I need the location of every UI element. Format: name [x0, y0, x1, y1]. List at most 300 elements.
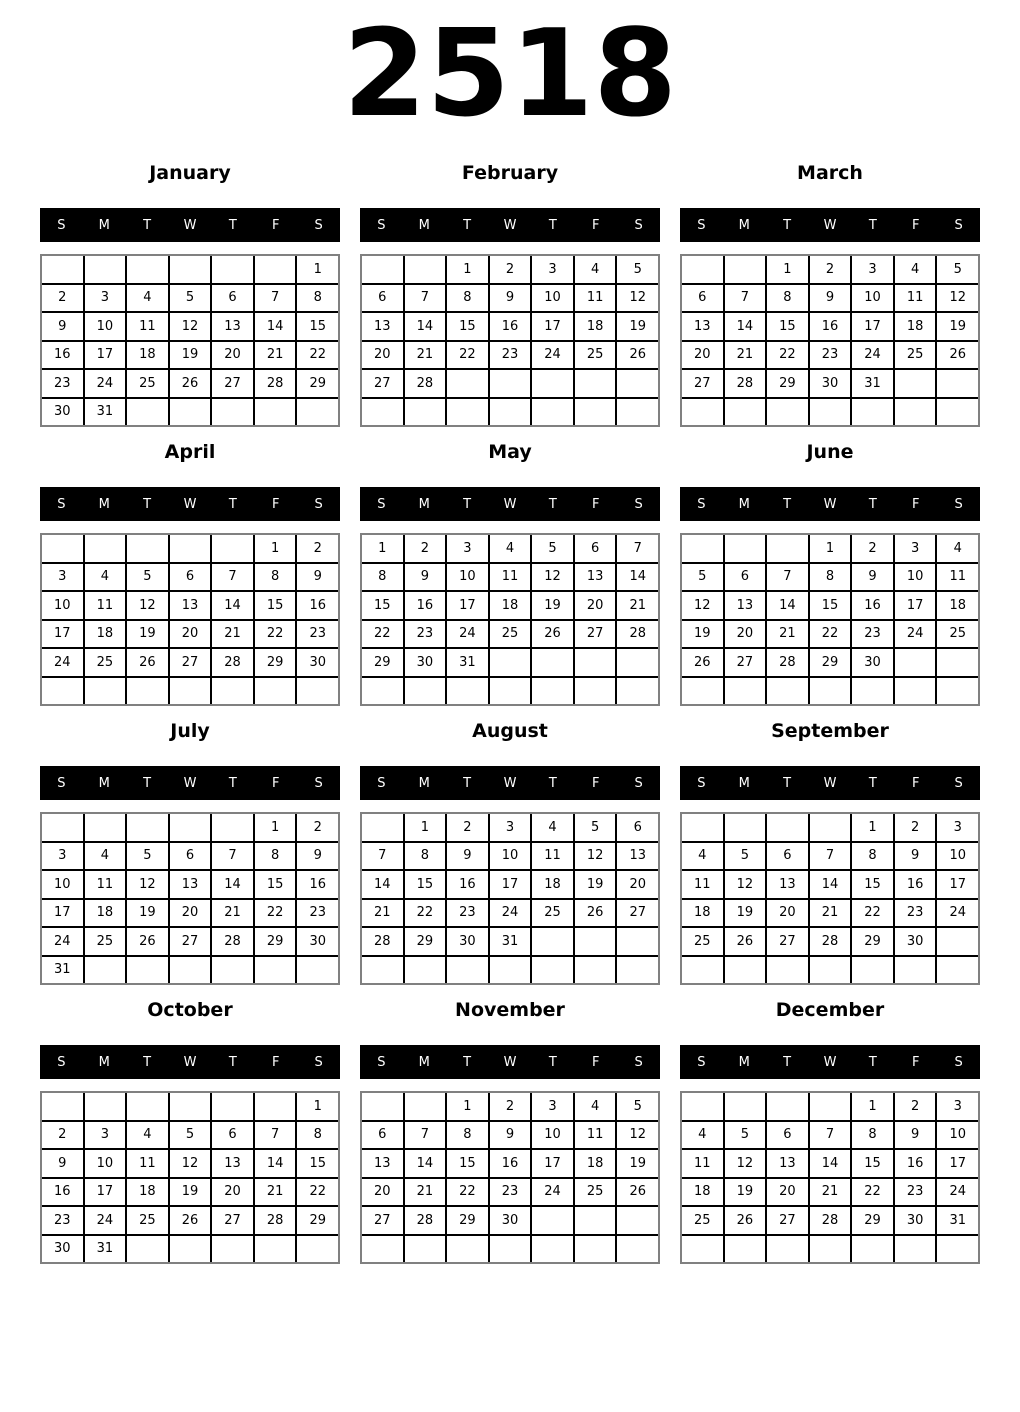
- day-cell: 28: [810, 1207, 851, 1234]
- day-cell: 17: [852, 313, 893, 340]
- month-title: November: [455, 999, 565, 1021]
- day-cell: 5: [575, 814, 616, 841]
- day-cell: 7: [810, 843, 851, 870]
- day-cell-empty: [447, 399, 488, 426]
- month-february: [360, 159, 660, 427]
- day-cell: 17: [937, 871, 978, 898]
- day-cell-empty: [937, 928, 978, 955]
- weekday-header-bar: [40, 766, 340, 800]
- day-cell: 12: [617, 285, 658, 312]
- day-cell: 21: [767, 621, 808, 648]
- day-cell: 7: [405, 285, 446, 312]
- day-cell-empty: [895, 1236, 936, 1263]
- day-cell-empty: [937, 649, 978, 676]
- weekday-header: F: [271, 217, 280, 233]
- day-cell-empty: [170, 678, 211, 705]
- day-cell-empty: [725, 814, 766, 841]
- day-cell: 14: [767, 592, 808, 619]
- weekday-header: S: [954, 217, 963, 233]
- day-cell: 12: [170, 1150, 211, 1177]
- day-grid: [360, 812, 660, 985]
- day-cell-empty: [895, 399, 936, 426]
- day-cell: 18: [682, 1179, 723, 1206]
- day-cell: 18: [937, 592, 978, 619]
- day-cell-empty: [682, 399, 723, 426]
- day-cell: 2: [42, 285, 83, 312]
- day-cell: 11: [532, 843, 573, 870]
- weekday-header: M: [98, 775, 110, 791]
- day-cell: 3: [852, 256, 893, 283]
- day-cell-empty: [682, 814, 723, 841]
- day-cell: 28: [212, 649, 253, 676]
- day-cell: 23: [42, 370, 83, 397]
- day-cell: 24: [42, 649, 83, 676]
- day-cell: 24: [85, 1207, 126, 1234]
- day-cell: 15: [297, 1150, 338, 1177]
- day-cell-empty: [255, 1236, 296, 1263]
- day-cell: 9: [297, 843, 338, 870]
- day-cell: 8: [447, 285, 488, 312]
- day-cell-empty: [212, 399, 253, 426]
- day-cell: 13: [617, 843, 658, 870]
- day-cell: 13: [725, 592, 766, 619]
- weekday-header: W: [823, 217, 837, 233]
- day-cell: 1: [255, 535, 296, 562]
- day-cell-empty: [575, 1236, 616, 1263]
- day-cell: 17: [490, 871, 531, 898]
- day-cell-empty: [170, 1093, 211, 1120]
- day-cell: 30: [490, 1207, 531, 1234]
- day-cell-empty: [532, 678, 573, 705]
- day-cell: 19: [127, 900, 168, 927]
- day-cell-empty: [42, 1093, 83, 1120]
- weekday-header: M: [418, 1054, 430, 1070]
- day-cell: 16: [297, 871, 338, 898]
- day-cell: 28: [405, 1207, 446, 1234]
- weekday-header: T: [783, 496, 792, 512]
- day-cell-empty: [362, 1093, 403, 1120]
- weekday-header: W: [503, 217, 517, 233]
- day-cell: 9: [405, 564, 446, 591]
- day-cell: 22: [297, 1179, 338, 1206]
- day-cell: 1: [255, 814, 296, 841]
- weekday-header: T: [868, 217, 877, 233]
- day-cell-empty: [297, 399, 338, 426]
- day-cell: 29: [767, 370, 808, 397]
- month-december: [680, 996, 980, 1264]
- day-cell: 11: [490, 564, 531, 591]
- day-cell: 15: [852, 1150, 893, 1177]
- day-cell: 4: [127, 285, 168, 312]
- day-cell: 23: [490, 342, 531, 369]
- day-cell: 27: [575, 621, 616, 648]
- day-cell: 14: [212, 871, 253, 898]
- weekday-header: F: [271, 775, 280, 791]
- day-cell: 15: [852, 871, 893, 898]
- weekday-header-bar: [680, 1045, 980, 1079]
- day-cell: 26: [682, 649, 723, 676]
- day-cell: 4: [682, 1122, 723, 1149]
- weekday-header-bar: [680, 766, 980, 800]
- day-cell: 16: [490, 1150, 531, 1177]
- day-grid: [680, 812, 980, 985]
- day-cell: 7: [617, 535, 658, 562]
- day-cell-empty: [895, 678, 936, 705]
- day-cell: 10: [532, 285, 573, 312]
- day-cell-empty: [532, 928, 573, 955]
- weekday-header: S: [634, 775, 643, 791]
- day-cell: 27: [212, 1207, 253, 1234]
- weekday-header: W: [503, 1054, 517, 1070]
- day-cell: 13: [767, 1150, 808, 1177]
- day-cell: 20: [767, 900, 808, 927]
- day-cell-empty: [682, 535, 723, 562]
- day-cell: 6: [362, 285, 403, 312]
- day-cell: 18: [575, 1150, 616, 1177]
- month-august: [360, 717, 660, 985]
- day-cell-empty: [85, 256, 126, 283]
- day-grid: [360, 1091, 660, 1264]
- day-cell-empty: [490, 399, 531, 426]
- day-cell: 21: [725, 342, 766, 369]
- day-cell: 4: [532, 814, 573, 841]
- day-cell: 28: [810, 928, 851, 955]
- day-cell: 19: [532, 592, 573, 619]
- day-cell: 27: [767, 928, 808, 955]
- day-cell: 5: [725, 843, 766, 870]
- day-cell-empty: [682, 1093, 723, 1120]
- weekday-header: W: [823, 1054, 837, 1070]
- day-cell-empty: [937, 678, 978, 705]
- weekday-header: F: [911, 775, 920, 791]
- day-cell: 1: [767, 256, 808, 283]
- weekday-header: T: [143, 496, 152, 512]
- month-title: April: [164, 441, 216, 463]
- day-cell-empty: [617, 370, 658, 397]
- day-cell-empty: [725, 1093, 766, 1120]
- day-cell-empty: [682, 678, 723, 705]
- day-cell-empty: [725, 399, 766, 426]
- day-cell: 26: [617, 1179, 658, 1206]
- day-cell: 18: [682, 900, 723, 927]
- day-cell: 5: [170, 285, 211, 312]
- day-cell: 11: [937, 564, 978, 591]
- day-cell: 30: [42, 1236, 83, 1263]
- day-cell: 18: [127, 342, 168, 369]
- weekday-header: W: [183, 496, 197, 512]
- weekday-header: T: [548, 217, 557, 233]
- day-cell: 28: [405, 370, 446, 397]
- day-cell: 31: [85, 1236, 126, 1263]
- day-cell: 25: [85, 928, 126, 955]
- day-cell: 6: [362, 1122, 403, 1149]
- day-cell: 11: [127, 1150, 168, 1177]
- day-cell-empty: [575, 370, 616, 397]
- day-cell-empty: [532, 957, 573, 984]
- day-cell: 1: [447, 256, 488, 283]
- weekday-header: F: [591, 1054, 600, 1070]
- day-cell: 20: [170, 900, 211, 927]
- day-cell-empty: [447, 678, 488, 705]
- weekday-header: S: [377, 775, 386, 791]
- day-cell: 30: [297, 928, 338, 955]
- weekday-header: T: [143, 775, 152, 791]
- day-cell: 8: [852, 1122, 893, 1149]
- day-cell: 20: [362, 1179, 403, 1206]
- day-cell-empty: [297, 957, 338, 984]
- day-cell: 11: [85, 592, 126, 619]
- weekday-header: M: [738, 1054, 750, 1070]
- day-cell: 26: [725, 928, 766, 955]
- day-cell-empty: [617, 957, 658, 984]
- day-cell-empty: [490, 370, 531, 397]
- day-cell: 27: [170, 649, 211, 676]
- day-cell: 2: [895, 814, 936, 841]
- day-cell: 6: [170, 564, 211, 591]
- day-cell: 30: [895, 928, 936, 955]
- day-cell: 1: [447, 1093, 488, 1120]
- day-cell: 7: [362, 843, 403, 870]
- day-cell-empty: [575, 649, 616, 676]
- day-cell: 4: [937, 535, 978, 562]
- day-cell-empty: [405, 1093, 446, 1120]
- day-cell: 14: [212, 592, 253, 619]
- day-cell: 7: [405, 1122, 446, 1149]
- weekday-header: M: [418, 217, 430, 233]
- day-cell-empty: [85, 1093, 126, 1120]
- day-cell: 28: [212, 928, 253, 955]
- day-cell: 17: [42, 621, 83, 648]
- day-cell: 27: [362, 1207, 403, 1234]
- day-cell: 13: [767, 871, 808, 898]
- weekday-header: S: [954, 496, 963, 512]
- weekday-header: T: [143, 217, 152, 233]
- day-cell: 10: [42, 871, 83, 898]
- day-cell: 14: [810, 871, 851, 898]
- day-cell: 29: [255, 928, 296, 955]
- day-cell-empty: [617, 399, 658, 426]
- day-cell-empty: [575, 1207, 616, 1234]
- day-cell: 24: [895, 621, 936, 648]
- day-cell: 6: [767, 843, 808, 870]
- day-cell: 1: [852, 814, 893, 841]
- day-cell: 19: [170, 1179, 211, 1206]
- day-cell: 26: [617, 342, 658, 369]
- day-cell: 1: [362, 535, 403, 562]
- day-cell: 2: [895, 1093, 936, 1120]
- day-cell-empty: [362, 256, 403, 283]
- day-cell: 24: [447, 621, 488, 648]
- day-cell: 17: [532, 1150, 573, 1177]
- day-cell-empty: [255, 1093, 296, 1120]
- day-cell: 2: [447, 814, 488, 841]
- day-cell: 2: [852, 535, 893, 562]
- day-cell: 21: [255, 1179, 296, 1206]
- day-cell: 16: [852, 592, 893, 619]
- day-grid: [40, 1091, 340, 1264]
- day-cell: 7: [767, 564, 808, 591]
- day-cell: 19: [617, 1150, 658, 1177]
- day-cell-empty: [725, 535, 766, 562]
- day-cell-empty: [617, 928, 658, 955]
- day-cell-empty: [212, 1236, 253, 1263]
- day-cell-empty: [127, 1093, 168, 1120]
- day-cell: 8: [362, 564, 403, 591]
- day-cell: 30: [405, 649, 446, 676]
- day-cell: 8: [447, 1122, 488, 1149]
- weekday-header: F: [271, 1054, 280, 1070]
- day-cell-empty: [532, 1207, 573, 1234]
- day-grid: [360, 533, 660, 706]
- day-cell: 25: [575, 342, 616, 369]
- day-cell: 23: [297, 900, 338, 927]
- day-cell: 19: [725, 900, 766, 927]
- weekday-header: S: [377, 1054, 386, 1070]
- day-cell-empty: [170, 957, 211, 984]
- day-cell-empty: [490, 957, 531, 984]
- day-cell: 9: [297, 564, 338, 591]
- day-cell-empty: [852, 678, 893, 705]
- day-cell: 10: [85, 1150, 126, 1177]
- day-cell-empty: [767, 535, 808, 562]
- day-cell: 29: [362, 649, 403, 676]
- day-cell: 22: [405, 900, 446, 927]
- weekday-header: M: [98, 1054, 110, 1070]
- day-cell-empty: [127, 1236, 168, 1263]
- day-cell: 14: [405, 1150, 446, 1177]
- day-cell: 24: [532, 1179, 573, 1206]
- month-title: January: [149, 162, 231, 184]
- day-cell: 25: [937, 621, 978, 648]
- day-cell-empty: [575, 928, 616, 955]
- day-cell: 21: [362, 900, 403, 927]
- day-cell: 15: [447, 1150, 488, 1177]
- day-cell: 4: [895, 256, 936, 283]
- day-cell: 9: [42, 1150, 83, 1177]
- month-january: [40, 159, 340, 427]
- weekday-header: T: [868, 1054, 877, 1070]
- day-cell: 27: [212, 370, 253, 397]
- day-cell-empty: [937, 370, 978, 397]
- day-cell: 17: [85, 1179, 126, 1206]
- day-cell: 3: [937, 1093, 978, 1120]
- day-cell: 21: [810, 1179, 851, 1206]
- day-cell: 25: [490, 621, 531, 648]
- day-cell: 6: [682, 285, 723, 312]
- weekday-header: T: [548, 1054, 557, 1070]
- day-cell: 15: [767, 313, 808, 340]
- day-cell: 16: [447, 871, 488, 898]
- day-cell-empty: [212, 678, 253, 705]
- day-cell-empty: [127, 256, 168, 283]
- day-cell-empty: [170, 814, 211, 841]
- day-cell-empty: [405, 256, 446, 283]
- day-cell-empty: [532, 649, 573, 676]
- day-cell: 14: [255, 1150, 296, 1177]
- day-cell: 31: [447, 649, 488, 676]
- day-cell: 5: [127, 564, 168, 591]
- day-cell-empty: [532, 370, 573, 397]
- day-cell: 22: [447, 1179, 488, 1206]
- weekday-header-bar: [360, 208, 660, 242]
- weekday-header-bar: [40, 1045, 340, 1079]
- day-cell: 30: [810, 370, 851, 397]
- day-cell: 5: [532, 535, 573, 562]
- day-cell: 7: [255, 285, 296, 312]
- weekday-header: T: [228, 775, 237, 791]
- day-cell: 24: [85, 370, 126, 397]
- day-cell-empty: [255, 256, 296, 283]
- day-grid: [40, 812, 340, 985]
- day-cell: 22: [362, 621, 403, 648]
- day-cell-empty: [447, 957, 488, 984]
- day-cell: 8: [255, 564, 296, 591]
- weekday-header: S: [377, 496, 386, 512]
- day-cell-empty: [212, 535, 253, 562]
- month-november: [360, 996, 660, 1264]
- day-cell: 16: [490, 313, 531, 340]
- day-cell: 15: [810, 592, 851, 619]
- day-cell: 20: [725, 621, 766, 648]
- weekday-header: M: [98, 496, 110, 512]
- day-grid: [40, 254, 340, 427]
- day-cell: 16: [810, 313, 851, 340]
- day-cell: 23: [810, 342, 851, 369]
- day-cell: 13: [212, 1150, 253, 1177]
- month-title: July: [170, 720, 210, 742]
- weekday-header: S: [697, 496, 706, 512]
- weekday-header-bar: [680, 208, 980, 242]
- day-cell: 21: [255, 342, 296, 369]
- day-cell: 21: [405, 342, 446, 369]
- day-cell: 24: [937, 1179, 978, 1206]
- day-cell: 28: [767, 649, 808, 676]
- day-cell: 11: [682, 871, 723, 898]
- day-cell: 22: [255, 621, 296, 648]
- day-cell: 11: [682, 1150, 723, 1177]
- months-grid: [40, 159, 980, 1264]
- day-cell-empty: [852, 957, 893, 984]
- day-cell: 26: [937, 342, 978, 369]
- day-cell: 28: [725, 370, 766, 397]
- day-cell-empty: [170, 535, 211, 562]
- day-cell-empty: [127, 957, 168, 984]
- weekday-header-bar: [40, 208, 340, 242]
- day-cell: 17: [85, 342, 126, 369]
- day-cell: 27: [170, 928, 211, 955]
- day-cell-empty: [212, 957, 253, 984]
- day-cell: 26: [532, 621, 573, 648]
- weekday-header: M: [738, 775, 750, 791]
- day-cell: 3: [532, 256, 573, 283]
- weekday-header: S: [57, 1054, 66, 1070]
- day-cell: 16: [895, 1150, 936, 1177]
- weekday-header: M: [98, 217, 110, 233]
- day-cell: 26: [725, 1207, 766, 1234]
- day-cell: 25: [682, 1207, 723, 1234]
- day-cell: 2: [490, 1093, 531, 1120]
- day-cell: 31: [42, 957, 83, 984]
- day-cell: 22: [297, 342, 338, 369]
- day-cell-empty: [170, 1236, 211, 1263]
- day-cell-empty: [85, 957, 126, 984]
- weekday-header: T: [548, 775, 557, 791]
- month-title: May: [488, 441, 532, 463]
- day-cell: 15: [255, 871, 296, 898]
- day-cell-empty: [895, 370, 936, 397]
- day-cell-empty: [42, 678, 83, 705]
- day-cell-empty: [127, 814, 168, 841]
